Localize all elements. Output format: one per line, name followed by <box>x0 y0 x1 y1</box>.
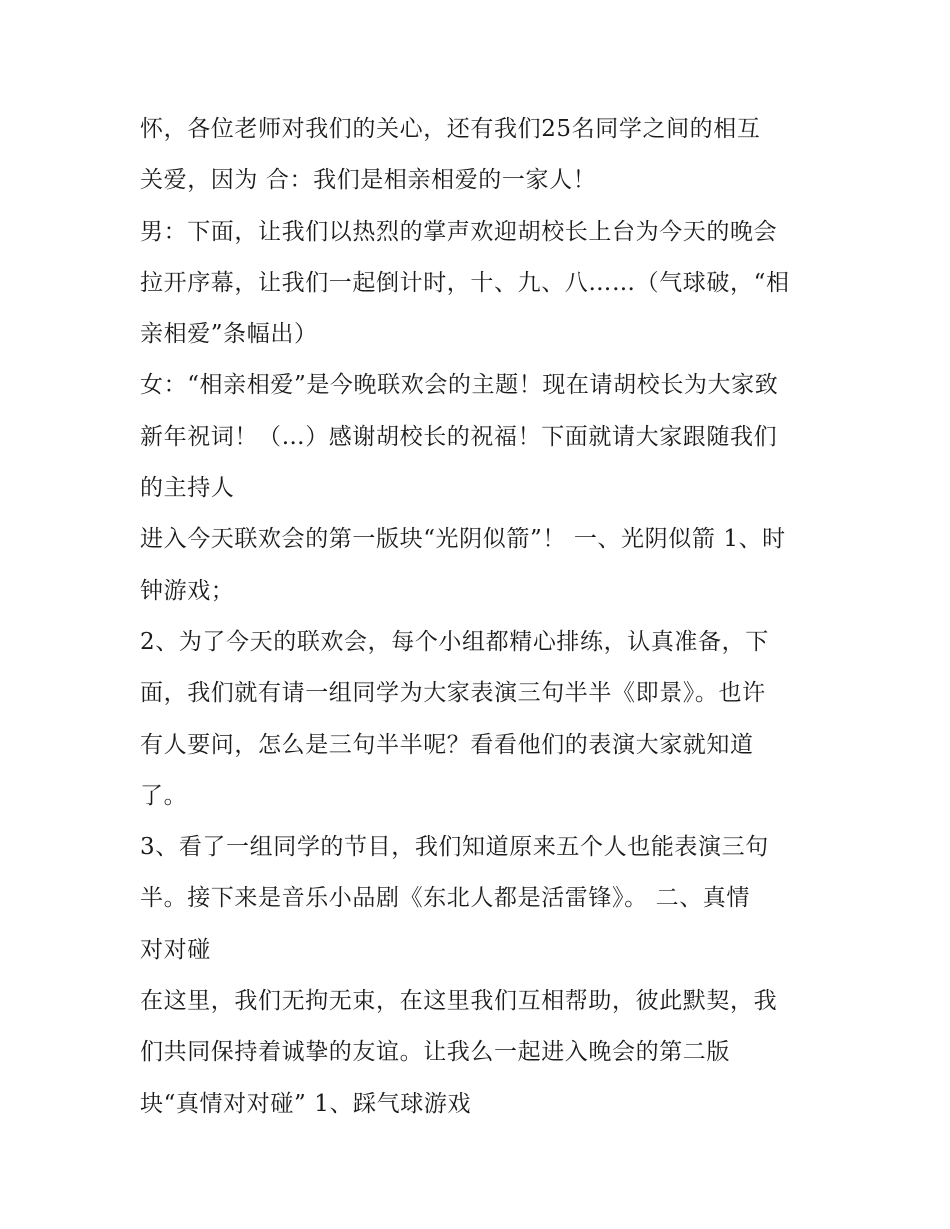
text-line: 在这里，我们无拘无束，在这里我们互相帮助，彼此默契，我 <box>140 988 778 1015</box>
text-line: 面，我们就有请一组同学为大家表演三句半半《即景》。也许 <box>140 680 766 707</box>
text-line: 怀，各位老师对我们的关心，还有我们25名同学之间的相互 <box>140 116 761 142</box>
document-body <box>140 104 820 1130</box>
text-line: 对对碰 <box>140 936 211 963</box>
text-line: 新年祝词！（…）感谢胡校长的祝福！下面就请大家跟随我们 <box>140 423 778 450</box>
text-line: 关爱，因为 合：我们是相亲相爱的一家人！ <box>140 167 597 194</box>
text-line: 亲相爱”条幅出） <box>140 321 318 348</box>
text-line: 拉开序幕，让我们一起倒计时，十、九、八……（气球破，“相 <box>140 269 790 296</box>
text-line: 男：下面，让我们以热烈的掌声欢迎胡校长上台为今天的晚会 <box>140 218 778 245</box>
text-line: 3、看了一组同学的节目，我们知道原来五个人也能表演三句 <box>140 834 769 861</box>
text-line: 块“真情对对碰” 1、踩气球游戏 <box>140 1090 472 1117</box>
text-line: 半。接下来是音乐小品剧《东北人都是活雷锋》。 二、真情 <box>140 885 751 912</box>
text-line: 钟游戏； <box>140 577 235 604</box>
text-line: 们共同保持着诚挚的友谊。让我么一起进入晚会的第二版 <box>140 1039 730 1066</box>
text-line: 2、为了今天的联欢会，每个小组都精心排练，认真准备，下 <box>140 628 769 655</box>
text-line: 的主持人 <box>140 475 235 502</box>
text-line: 女：“相亲相爱”是今晚联欢会的主题！现在请胡校长为大家致 <box>140 372 779 399</box>
text-line: 进入今天联欢会的第一版块“光阴似箭”！ 一、光阴似箭 1、时 <box>140 526 786 553</box>
text-line: 了。 <box>140 782 188 809</box>
text-line: 有人要问，怎么是三句半半呢？看看他们的表演大家就知道 <box>140 731 754 758</box>
